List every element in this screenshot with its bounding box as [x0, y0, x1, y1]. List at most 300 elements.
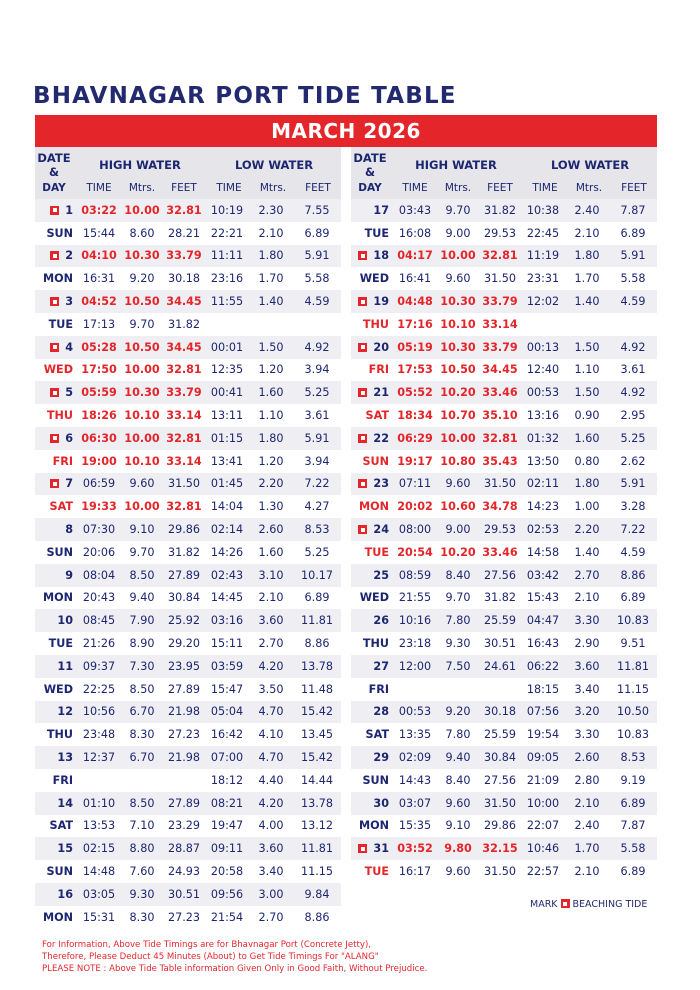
table-row	[351, 655, 657, 678]
hw-time-cell: 03:43	[393, 199, 437, 222]
hw-mtrs-cell: 9.30	[121, 883, 163, 906]
hw-time-cell: 07:30	[77, 518, 121, 541]
hw-mtrs-cell: 10.30	[121, 381, 163, 404]
date-cell	[351, 381, 393, 404]
hw-mtrs-cell: 8.60	[129, 226, 155, 240]
date-cell	[351, 564, 393, 587]
date-number: 3	[65, 295, 73, 309]
lw-mtrs-cell: 3.60	[565, 655, 609, 678]
hw-mtrs-cell: 10.50	[440, 363, 476, 377]
date-number: 6	[65, 431, 73, 445]
day-cell: SUN	[362, 454, 389, 468]
hw-mtrs-cell: 8.80	[121, 837, 163, 860]
hw-feet-cell: 30.51	[483, 637, 517, 651]
table-row	[351, 701, 657, 724]
hw-time-cell: 03:05	[77, 883, 121, 906]
lw-feet-cell: 8.53	[293, 518, 341, 541]
lw-time-cell: 06:22	[521, 655, 565, 678]
hw-time-cell: 05:19	[393, 336, 437, 359]
table-row	[35, 655, 341, 678]
lw-mtrs-cell: 2.40	[565, 199, 609, 222]
hw-time-cell: 09:37	[77, 655, 121, 678]
hw-feet-header: FEET	[487, 182, 513, 194]
footer-line: For Information, Above Tide Timings are for Bhavnagar Port (Concrete Jetty),	[42, 940, 372, 950]
hw-mtrs-cell: 10.30	[437, 290, 479, 313]
lw-feet-cell: 7.87	[620, 819, 646, 833]
footer-line: PLEASE NOTE : Above Tide Table information Given Only in Good Faith, Without Prejudice.	[42, 964, 428, 974]
hw-mtrs-cell: 9.00	[445, 226, 471, 240]
table-header	[35, 147, 341, 199]
lw-feet-cell: 11.15	[616, 682, 650, 696]
hw-feet-cell: 21.98	[163, 746, 205, 769]
table-row	[351, 860, 657, 883]
date-cell	[35, 427, 77, 450]
hw-time-cell: 22:25	[82, 682, 116, 696]
table-row	[35, 222, 341, 245]
hw-mtrs-cell: 9.30	[445, 637, 471, 651]
hw-mtrs-cell: 7.60	[129, 865, 155, 878]
header-date: DATE	[37, 151, 71, 165]
day-cell: FRI	[52, 454, 73, 468]
lw-feet-cell: 5.58	[304, 272, 330, 286]
date-number: 28	[373, 705, 389, 719]
hw-time-cell: 03:07	[393, 792, 437, 815]
lw-mtrs-cell: 2.10	[574, 591, 600, 605]
table-row	[351, 609, 657, 632]
hw-feet-cell: 35.43	[482, 454, 518, 468]
lw-time-cell: 00:13	[521, 336, 565, 359]
lw-feet-header: FEET	[621, 182, 647, 194]
date-number: 25	[373, 568, 389, 582]
day-cell: FRI	[52, 773, 73, 787]
table-row	[35, 837, 341, 860]
footer-line: Therefore, Please Deduct 45 Minutes (About) to Get Tide Timings For "ALANG"	[42, 952, 379, 962]
date-number: 27	[373, 659, 389, 673]
lw-mtrs-cell: 1.80	[249, 427, 293, 450]
table-row	[351, 587, 657, 610]
hw-mtrs-header: Mtrs.	[128, 182, 156, 194]
lw-time-cell: 01:45	[205, 473, 249, 496]
tide-table-left	[35, 147, 341, 929]
lw-time-cell	[521, 313, 565, 336]
lw-mtrs-cell: 2.10	[574, 226, 600, 240]
table-row	[35, 381, 341, 404]
lw-mtrs-cell: 2.70	[565, 564, 609, 587]
lw-mtrs-cell: 2.60	[565, 746, 609, 769]
table-row	[351, 313, 657, 336]
hw-time-cell: 19:00	[81, 454, 117, 468]
date-cell	[351, 473, 393, 496]
hw-feet-cell: 23.29	[167, 819, 201, 833]
hw-feet-cell: 31.50	[483, 865, 517, 878]
hw-feet-cell: 31.50	[479, 792, 521, 815]
lw-mtrs-cell: 3.20	[565, 701, 609, 724]
lw-feet-cell: 8.53	[609, 746, 657, 769]
hw-mtrs-cell: 10.70	[440, 409, 476, 423]
lw-feet-cell: 6.89	[304, 226, 330, 240]
hw-mtrs-cell: 10.00	[124, 500, 160, 514]
date-cell	[351, 518, 393, 541]
hw-time-cell: 14:43	[398, 773, 432, 787]
table-row	[351, 723, 657, 746]
lw-mtrs-cell: 1.70	[258, 272, 284, 286]
lw-mtrs-cell: 1.10	[258, 409, 284, 423]
beaching-tide-mark-icon	[358, 388, 367, 397]
date-cell	[351, 427, 393, 450]
hw-mtrs-cell: 8.30	[129, 910, 155, 924]
hw-feet-cell: 32.81	[163, 427, 205, 450]
hw-feet-cell: 24.93	[167, 865, 201, 878]
lw-feet-cell: 7.22	[609, 518, 657, 541]
table-row	[35, 746, 341, 769]
hw-feet-cell: 27.23	[167, 910, 201, 924]
beaching-tide-mark-icon	[358, 479, 367, 488]
page-title: BHAVNAGAR PORT TIDE TABLE	[33, 83, 457, 109]
hw-feet-cell: 31.82	[479, 199, 521, 222]
table-row	[351, 222, 657, 245]
lw-mtrs-cell: 2.20	[565, 518, 609, 541]
hw-feet-cell: 31.50	[483, 272, 517, 286]
date-cell	[35, 290, 77, 313]
hw-feet-cell: 30.51	[163, 883, 205, 906]
day-cell: WED	[43, 363, 73, 377]
lw-feet-cell: 3.94	[304, 363, 330, 377]
lw-mtrs-cell	[249, 313, 293, 336]
date-number: 8	[65, 523, 73, 537]
hw-mtrs-cell: 9.40	[437, 746, 479, 769]
lw-time-cell: 00:01	[205, 336, 249, 359]
lw-time-cell: 22:21	[210, 226, 244, 240]
hw-mtrs-cell: 10.50	[121, 336, 163, 359]
lw-time-cell: 13:50	[526, 454, 560, 468]
hw-mtrs-cell: 9.60	[437, 792, 479, 815]
table-row	[351, 199, 657, 222]
hw-feet-cell: 34.78	[482, 500, 518, 514]
lw-feet-cell: 15.42	[293, 701, 341, 724]
lw-feet-header: FEET	[305, 182, 331, 194]
lw-mtrs-cell: 2.10	[258, 226, 284, 240]
hw-feet-cell: 31.50	[479, 473, 521, 496]
table-row	[351, 564, 657, 587]
lw-feet-cell: 11.81	[293, 609, 341, 632]
date-cell	[35, 381, 77, 404]
date-cell	[35, 336, 77, 359]
hw-mtrs-cell: 8.30	[129, 728, 155, 742]
hw-time-cell: 23:18	[398, 637, 432, 651]
table-row	[35, 245, 341, 268]
lw-time-cell: 14:23	[526, 500, 560, 514]
hw-feet-cell: 32.81	[166, 500, 202, 514]
hw-time-cell: 13:53	[82, 819, 116, 833]
hw-feet-cell: 32.15	[479, 837, 521, 860]
lw-mtrs-cell: 1.40	[574, 545, 600, 559]
lw-time-cell: 19:54	[526, 728, 560, 742]
date-cell	[35, 701, 77, 724]
lw-time-cell: 13:11	[210, 409, 244, 423]
date-cell	[351, 655, 393, 678]
lw-time-cell: 09:11	[205, 837, 249, 860]
hw-mtrs-cell: 9.20	[129, 272, 155, 286]
hw-time-cell: 18:26	[81, 409, 117, 423]
lw-feet-cell: 11.81	[609, 655, 657, 678]
hw-feet-cell: 33.46	[479, 381, 521, 404]
date-number: 4	[65, 340, 73, 354]
lw-mtrs-cell: 2.70	[258, 637, 284, 651]
hw-feet-cell: 30.18	[479, 701, 521, 724]
hw-time-cell: 04:48	[393, 290, 437, 313]
lw-feet-cell: 13.78	[293, 655, 341, 678]
hw-mtrs-cell: 9.70	[445, 591, 471, 605]
date-cell	[351, 746, 393, 769]
lw-feet-cell: 5.25	[609, 427, 657, 450]
beaching-tide-mark-icon	[358, 251, 367, 260]
lw-feet-cell: 8.86	[304, 637, 330, 651]
lw-feet-cell: 4.92	[293, 336, 341, 359]
date-cell	[35, 473, 77, 496]
lw-feet-cell: 3.61	[620, 363, 646, 377]
hw-mtrs-cell: 9.10	[445, 819, 471, 833]
lw-time-cell: 03:42	[521, 564, 565, 587]
hw-time-cell: 21:26	[82, 637, 116, 651]
lw-mtrs-cell: 4.20	[249, 655, 293, 678]
hw-feet-cell: 25.92	[163, 609, 205, 632]
hw-mtrs-cell: 10.20	[440, 545, 476, 559]
date-number: 7	[65, 477, 73, 491]
lw-time-cell: 11:11	[205, 245, 249, 268]
hw-time-cell: 02:09	[393, 746, 437, 769]
lw-time-cell: 21:54	[210, 910, 244, 924]
hw-time-cell: 15:35	[398, 819, 432, 833]
hw-mtrs-cell: 10.80	[440, 454, 476, 468]
lw-mtrs-cell: 2.80	[574, 773, 600, 787]
lw-feet-cell: 3.28	[620, 500, 646, 514]
hw-mtrs-cell: 10.30	[121, 245, 163, 268]
hw-mtrs-cell: 7.50	[437, 655, 479, 678]
day-cell: MON	[42, 272, 73, 286]
hw-time-cell: 10:56	[77, 701, 121, 724]
lw-time-cell: 10:38	[521, 199, 565, 222]
hw-feet-cell: 32.81	[479, 245, 521, 268]
lw-feet-cell: 15.42	[293, 746, 341, 769]
lw-mtrs-cell: 1.70	[574, 272, 600, 286]
lw-time-cell: 01:15	[205, 427, 249, 450]
lw-time-cell: 16:42	[210, 728, 244, 742]
lw-feet-cell: 8.86	[609, 564, 657, 587]
hw-mtrs-cell: 10.50	[121, 290, 163, 313]
table-row	[35, 678, 341, 701]
beaching-tide-mark-icon	[358, 525, 367, 534]
table-row	[35, 815, 341, 838]
hw-mtrs-cell: 9.60	[445, 865, 471, 878]
hw-time-cell: 20:43	[82, 591, 116, 605]
beaching-tide-mark-icon	[50, 388, 59, 397]
hw-mtrs-cell: 9.60	[437, 473, 479, 496]
hw-feet-cell: 31.82	[167, 317, 201, 331]
lw-time-cell: 07:56	[521, 701, 565, 724]
lw-time-cell: 09:56	[205, 883, 249, 906]
lw-feet-cell: 4.59	[293, 290, 341, 313]
hw-feet-cell: 33.79	[163, 245, 205, 268]
hw-feet-cell: 28.21	[167, 226, 201, 240]
lw-feet-cell: 5.58	[620, 272, 646, 286]
lw-feet-cell: 6.89	[609, 792, 657, 815]
table-row	[351, 792, 657, 815]
hw-feet-cell: 32.81	[163, 199, 205, 222]
tide-table-right	[351, 147, 657, 883]
hw-time-cell: 20:54	[397, 545, 433, 559]
lw-feet-cell: 5.91	[609, 245, 657, 268]
day-cell: FRI	[368, 682, 389, 696]
date-cell	[35, 609, 77, 632]
hw-time-cell: 19:33	[81, 500, 117, 514]
lw-mtrs-cell: 1.10	[574, 363, 600, 377]
lw-feet-cell: 10.50	[609, 701, 657, 724]
date-number: 1	[65, 203, 73, 217]
hw-feet-cell: 21.98	[163, 701, 205, 724]
hw-time-cell: 17:16	[397, 317, 433, 331]
hw-feet-cell: 29.86	[163, 518, 205, 541]
lw-feet-cell: 6.89	[304, 591, 330, 605]
hw-time-cell: 12:37	[77, 746, 121, 769]
table-row	[35, 473, 341, 496]
date-cell	[35, 518, 77, 541]
hw-time-cell: 07:11	[393, 473, 437, 496]
hw-time-cell: 13:35	[398, 728, 432, 742]
lw-feet-cell: 5.91	[293, 245, 341, 268]
hw-mtrs-cell: 9.70	[129, 317, 155, 331]
day-cell: MON	[42, 910, 73, 924]
table-row	[35, 450, 341, 473]
date-number: 24	[373, 523, 389, 537]
hw-mtrs-cell: 10.00	[437, 245, 479, 268]
hw-feet-cell: 34.45	[163, 290, 205, 313]
lw-time-cell: 14:58	[526, 545, 560, 559]
day-cell: THU	[46, 409, 73, 423]
hw-time-cell: 06:29	[393, 427, 437, 450]
table-row	[351, 427, 657, 450]
lw-feet-cell: 3.61	[304, 409, 330, 423]
date-day-header	[351, 151, 389, 179]
lw-feet-cell: 11.48	[300, 682, 334, 696]
date-number: 15	[57, 842, 73, 856]
hw-time-cell: 01:10	[77, 792, 121, 815]
date-day-header	[35, 151, 73, 179]
date-number: 11	[57, 659, 73, 673]
day-cell: SAT	[49, 819, 73, 833]
day-cell: TUE	[364, 865, 389, 878]
beaching-tide-mark-icon	[358, 434, 367, 443]
lw-time-cell: 20:58	[210, 865, 244, 878]
date-number: 26	[373, 614, 389, 628]
date-cell	[35, 792, 77, 815]
hw-time-cell: 00:53	[393, 701, 437, 724]
hw-time-cell: 17:50	[81, 363, 117, 377]
lw-time-cell: 19:47	[210, 819, 244, 833]
hw-feet-cell: 25.59	[479, 609, 521, 632]
beaching-tide-mark-icon	[358, 844, 367, 853]
lw-time-cell: 03:16	[205, 609, 249, 632]
lw-feet-cell: 14.44	[300, 773, 334, 787]
hw-mtrs-header: Mtrs.	[444, 182, 472, 194]
hw-feet-cell: 33.46	[482, 545, 518, 559]
lw-time-cell: 14:04	[210, 500, 244, 514]
hw-mtrs-cell: 7.80	[437, 609, 479, 632]
day-cell: FRI	[368, 363, 389, 377]
lw-mtrs-cell: 1.40	[565, 290, 609, 313]
hw-feet-cell: 30.18	[167, 272, 201, 286]
hw-feet-cell: 27.89	[163, 792, 205, 815]
table-header	[351, 147, 657, 199]
table-row	[351, 336, 657, 359]
beaching-tide-mark-icon	[50, 479, 59, 488]
day-cell: SUN	[46, 865, 73, 878]
lw-feet-cell: 7.87	[609, 199, 657, 222]
hw-time-cell: 15:31	[82, 910, 116, 924]
lw-mtrs-header: Mtrs.	[575, 182, 603, 194]
lw-time-cell: 10:46	[521, 837, 565, 860]
beaching-tide-mark-icon	[358, 297, 367, 306]
lw-mtrs-cell: 2.60	[249, 518, 293, 541]
lw-time-cell: 12:35	[210, 363, 244, 377]
beaching-tide-mark-icon	[50, 206, 59, 215]
lw-mtrs-cell: 2.40	[574, 819, 600, 833]
hw-time-cell: 08:45	[77, 609, 121, 632]
lw-mtrs-cell: 1.50	[249, 336, 293, 359]
header-amp: &	[364, 165, 376, 179]
lw-mtrs-cell: 2.90	[574, 637, 600, 651]
date-number: 9	[65, 568, 73, 582]
day-cell: TUE	[48, 637, 73, 651]
hw-feet-cell: 33.14	[482, 317, 518, 331]
date-cell	[351, 199, 393, 222]
lw-feet-cell: 13.78	[293, 792, 341, 815]
hw-feet-cell: 23.95	[163, 655, 205, 678]
table-row	[35, 701, 341, 724]
day-cell: MON	[358, 819, 389, 833]
lw-time-cell: 22:45	[526, 226, 560, 240]
lw-feet-cell: 5.25	[293, 381, 341, 404]
day-cell: THU	[362, 637, 389, 651]
lw-time-cell: 01:32	[521, 427, 565, 450]
table-row	[35, 313, 341, 336]
hw-feet-cell: 31.50	[163, 473, 205, 496]
lw-mtrs-cell: 4.20	[249, 792, 293, 815]
hw-mtrs-cell: 10.00	[437, 427, 479, 450]
day-cell: WED	[43, 682, 73, 696]
hw-feet-cell	[163, 769, 205, 792]
table-row	[351, 746, 657, 769]
date-number: 21	[373, 386, 389, 400]
date-number: 30	[373, 796, 389, 810]
lw-time-cell	[205, 313, 249, 336]
hw-mtrs-cell: 9.20	[437, 701, 479, 724]
table-row	[351, 632, 657, 655]
hw-mtrs-cell	[437, 678, 479, 701]
lw-feet-cell: 7.22	[293, 473, 341, 496]
lw-time-cell: 02:11	[521, 473, 565, 496]
lw-time-cell: 15:47	[210, 682, 244, 696]
hw-feet-cell: 33.79	[163, 381, 205, 404]
legend-mark-label: MARK	[530, 899, 558, 910]
date-number: 19	[373, 295, 389, 309]
hw-time-cell: 06:59	[77, 473, 121, 496]
hw-time-cell: 12:00	[393, 655, 437, 678]
lw-mtrs-cell: 3.40	[574, 682, 600, 696]
hw-feet-cell: 25.59	[483, 728, 517, 742]
table-row	[351, 290, 657, 313]
lw-time-cell: 04:47	[521, 609, 565, 632]
low-water-header: LOW WATER	[234, 158, 314, 172]
